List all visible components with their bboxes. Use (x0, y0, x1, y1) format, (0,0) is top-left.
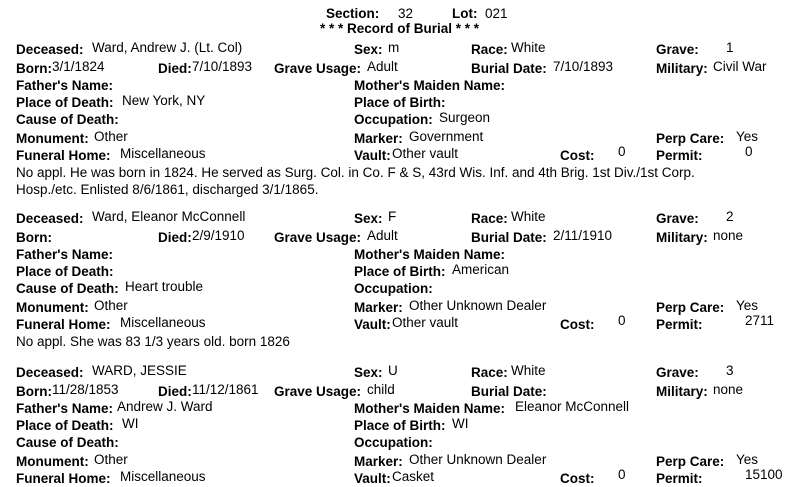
occupation-label: Occupation: (354, 435, 433, 450)
died-value: 2/9/1910 (192, 228, 245, 243)
mothers-maiden-name-label: Mother's Maiden Name: (354, 247, 505, 262)
place-of-birth-label: Place of Birth: (354, 264, 446, 279)
race-label: Race: (471, 211, 508, 226)
record-note-line: Hosp./etc. Enlisted 8/6/1861, discharged 3/1/1865. (16, 182, 319, 197)
funeral-home-label: Funeral Home: (16, 317, 111, 332)
mothers-maiden-name-value: Eleanor McConnell (515, 399, 630, 414)
military-value: none (713, 228, 744, 243)
vault-value: Other vault (392, 315, 459, 330)
died-label: Died: (158, 384, 192, 399)
lot-label: Lot: (452, 6, 478, 21)
born-label: Born: (16, 230, 52, 245)
place-of-birth-value: WI (452, 416, 469, 431)
monument-value: Other (94, 298, 128, 313)
perp-care-label: Perp Care: (656, 454, 725, 469)
cost-label: Cost: (560, 471, 595, 486)
cost-label: Cost: (560, 148, 595, 163)
grave-label: Grave: (656, 211, 699, 226)
permit-value: 15100 (745, 467, 783, 482)
record-note-line: No appl. He was born in 1824. He served as Surg. Col. in Co. F & S, 43rd Wis. Inf. and 4th Brig. 1st Div./1st Corp. (16, 165, 695, 180)
occupation-label: Occupation: (354, 281, 433, 296)
place-of-birth-value: American (452, 262, 510, 277)
race-value: White (511, 363, 546, 378)
fathers-name-value: Andrew J. Ward (117, 399, 213, 414)
funeral-home-value: Miscellaneous (120, 146, 206, 161)
marker-value: Other Unknown Dealer (409, 298, 547, 313)
marker-label: Marker: (354, 131, 403, 146)
grave-usage-label: Grave Usage: (274, 61, 362, 76)
monument-label: Monument: (16, 300, 89, 315)
marker-label: Marker: (354, 300, 403, 315)
occupation-value: Surgeon (439, 110, 491, 125)
mothers-maiden-name-label: Mother's Maiden Name: (354, 401, 505, 416)
fathers-name-label: Father's Name: (16, 78, 113, 93)
fathers-name-label: Father's Name: (16, 401, 113, 416)
place-of-death-value: WI (122, 416, 139, 431)
marker-label: Marker: (354, 454, 403, 469)
monument-value: Other (94, 129, 128, 144)
sex-value: m (388, 40, 400, 55)
permit-label: Permit: (656, 148, 703, 163)
page-title: * * * Record of Burial * * * (320, 21, 480, 36)
grave-usage-value: Adult (367, 59, 398, 74)
section-value: 32 (398, 6, 414, 21)
monument-label: Monument: (16, 454, 89, 469)
grave-value: 3 (726, 363, 734, 378)
place-of-death-label: Place of Death: (16, 264, 114, 279)
sex-value: F (388, 209, 397, 224)
born-label: Born: (16, 384, 52, 399)
perp-care-value: Yes (736, 298, 759, 313)
military-value: Civil War (713, 59, 767, 74)
cause-of-death-label: Cause of Death: (16, 435, 119, 450)
marker-value: Government (409, 129, 484, 144)
mothers-maiden-name-label: Mother's Maiden Name: (354, 78, 505, 93)
cost-value: 0 (618, 144, 626, 159)
died-label: Died: (158, 61, 192, 76)
place-of-birth-label: Place of Birth: (354, 95, 446, 110)
sex-label: Sex: (354, 42, 383, 57)
military-label: Military: (656, 230, 708, 245)
burial-date-value: 7/10/1893 (553, 59, 614, 74)
cost-label: Cost: (560, 317, 595, 332)
born-value: 3/1/1824 (52, 59, 105, 74)
burial-date-label: Burial Date: (471, 230, 547, 245)
section-label: Section: (326, 6, 380, 21)
marker-value: Other Unknown Dealer (409, 452, 547, 467)
cause-of-death-label: Cause of Death: (16, 281, 119, 296)
cost-value: 0 (618, 467, 626, 482)
race-value: White (511, 40, 546, 55)
born-value: 11/28/1853 (52, 382, 119, 397)
grave-value: 1 (726, 40, 734, 55)
place-of-death-label: Place of Death: (16, 95, 114, 110)
place-of-birth-label: Place of Birth: (354, 418, 446, 433)
race-value: White (511, 209, 546, 224)
grave-usage-value: child (367, 382, 395, 397)
died-value: 11/12/1861 (192, 382, 259, 397)
race-label: Race: (471, 365, 508, 380)
burial-date-label: Burial Date: (471, 61, 547, 76)
monument-label: Monument: (16, 131, 89, 146)
cost-value: 0 (618, 313, 626, 328)
occupation-label: Occupation: (354, 112, 433, 127)
place-of-death-value: New York, NY (122, 93, 206, 108)
perp-care-label: Perp Care: (656, 300, 725, 315)
sex-value: U (388, 363, 398, 378)
military-label: Military: (656, 384, 708, 399)
permit-label: Permit: (656, 317, 703, 332)
place-of-death-label: Place of Death: (16, 418, 114, 433)
grave-usage-value: Adult (367, 228, 398, 243)
vault-label: Vault: (354, 148, 391, 163)
sex-label: Sex: (354, 211, 383, 226)
vault-label: Vault: (354, 471, 391, 486)
race-label: Race: (471, 42, 508, 57)
cause-of-death-value: Heart trouble (125, 279, 204, 294)
funeral-home-value: Miscellaneous (120, 469, 206, 484)
perp-care-value: Yes (736, 452, 759, 467)
lot-value: 021 (485, 6, 508, 21)
deceased-label: Deceased: (16, 365, 84, 380)
record-note-line: No appl. She was 83 1/3 years old. born 1826 (16, 334, 290, 349)
burial-date-value: 2/11/1910 (553, 228, 613, 243)
deceased-value: WARD, JESSIE (92, 363, 187, 378)
cause-of-death-label: Cause of Death: (16, 112, 119, 127)
military-label: Military: (656, 61, 708, 76)
burial-date-label: Burial Date: (471, 384, 547, 399)
funeral-home-label: Funeral Home: (16, 471, 111, 486)
permit-value: 0 (745, 144, 753, 159)
grave-value: 2 (726, 209, 734, 224)
fathers-name-label: Father's Name: (16, 247, 113, 262)
deceased-value: Ward, Andrew J. (Lt. Col) (92, 40, 243, 55)
vault-label: Vault: (354, 317, 391, 332)
vault-value: Casket (392, 469, 435, 484)
vault-value: Other vault (392, 146, 459, 161)
died-value: 7/10/1893 (192, 59, 253, 74)
permit-value: 2711 (745, 313, 775, 328)
permit-label: Permit: (656, 471, 703, 486)
monument-value: Other (94, 452, 128, 467)
military-value: none (713, 382, 744, 397)
grave-usage-label: Grave Usage: (274, 384, 362, 399)
grave-label: Grave: (656, 42, 699, 57)
perp-care-value: Yes (736, 129, 759, 144)
grave-usage-label: Grave Usage: (274, 230, 362, 245)
grave-label: Grave: (656, 365, 699, 380)
sex-label: Sex: (354, 365, 383, 380)
deceased-label: Deceased: (16, 42, 84, 57)
deceased-label: Deceased: (16, 211, 84, 226)
born-label: Born: (16, 61, 52, 76)
funeral-home-value: Miscellaneous (120, 315, 206, 330)
funeral-home-label: Funeral Home: (16, 148, 111, 163)
died-label: Died: (158, 230, 192, 245)
deceased-value: Ward, Eleanor McConnell (92, 209, 246, 224)
perp-care-label: Perp Care: (656, 131, 725, 146)
